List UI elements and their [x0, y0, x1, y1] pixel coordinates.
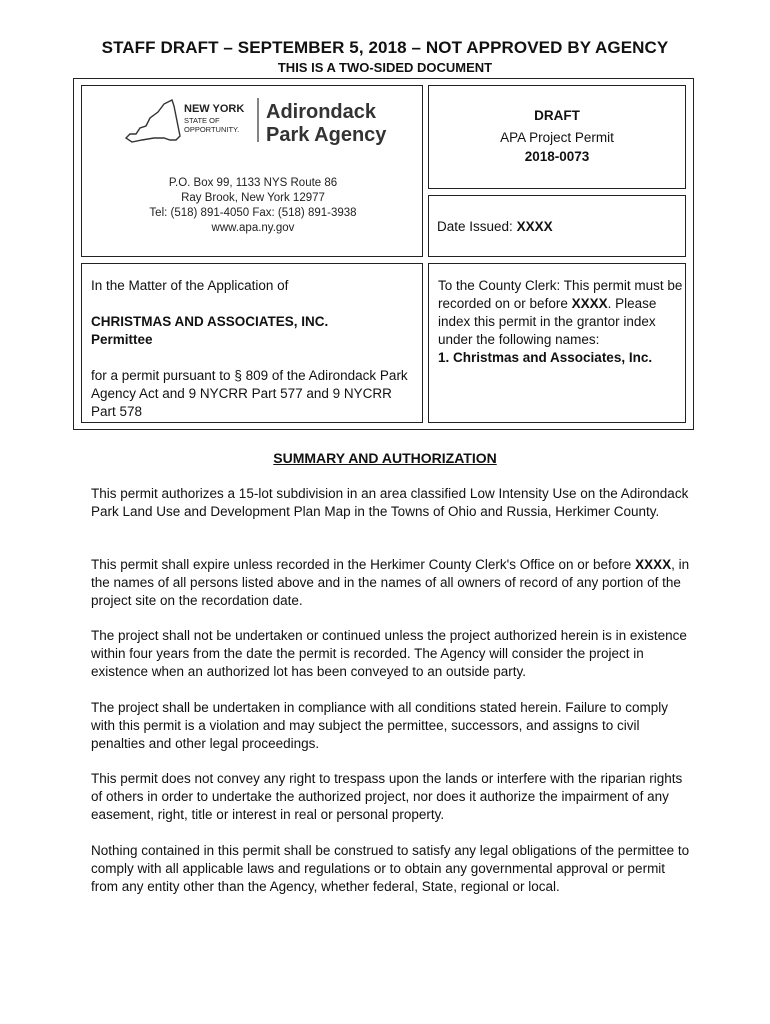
matter-intro: In the Matter of the Application of [91, 278, 289, 293]
matter-cell [81, 263, 423, 423]
address-line: Ray Brook, New York 12977 [181, 192, 325, 204]
ny-tagline-2: OPPORTUNITY. [184, 125, 240, 134]
date-issued-label: Date Issued: [437, 219, 513, 234]
date-issued-value: XXXX [516, 219, 553, 234]
expiration-text-a: This permit shall expire unless recorded in the Herkimer County Clerk's Office on or before [91, 557, 636, 572]
existence-paragraph: The project shall not be undertaken or continued unless the project authorized herein is in existence within four years from the date the permit is recorded. The Agency will consider the project in existence when an authorized lot has been conveyed to an outside party. [91, 628, 687, 679]
applicant-role: Permittee [91, 332, 153, 347]
agency-address [82, 176, 424, 236]
agency-name-2: Park Agency [266, 124, 387, 146]
county-clerk-cell [428, 263, 686, 423]
draft-banner: STAFF DRAFT – SEPTEMBER 5, 2018 – NOT APPROVED BY AGENCY [101, 38, 669, 57]
clerk-text-1: To the County Clerk: This permit must be recorded on or before [438, 278, 683, 311]
summary-paragraph: This permit authorizes a 15-lot subdivision in an area classified Low Intensity Use on the Adirondack Park Land Use and Development Plan Map in the Towns of Ohio and Russia, Herkimer County. [91, 486, 689, 519]
agency-website-link[interactable]: www.apa.ny.gov [211, 222, 295, 234]
ny-state-outline-icon [126, 100, 180, 142]
date-issued [437, 219, 553, 234]
compliance-paragraph: The project shall be undertaken in compliance with all conditions stated herein. Failure to comply with this permit is a violation and may subject the permittee, successors, and assigns to civil penalties and other legal proceedings. [91, 700, 669, 751]
clerk-record-date: XXXX [571, 296, 608, 311]
grantor-name: 1. Christmas and Associates, Inc. [438, 350, 653, 365]
expiration-paragraph [91, 556, 691, 610]
expiration-text-b: , in the names of all persons listed above and in the names of all owners of record of any portion of the project site on the recordation date. [91, 557, 690, 608]
expiration-date: XXXX [635, 557, 672, 572]
agency-name-1: Adirondack [266, 101, 377, 123]
legal-obligations-paragraph: Nothing contained in this permit shall be construed to satisfy any legal obligations of the permittee to comply with all applicable laws and regulations or to obtain any governmental approval or permit from any entity other than the Agency, whether federal, State, regional or local. [91, 843, 690, 894]
permit-id-cell [428, 85, 686, 189]
date-issued-cell [428, 195, 686, 257]
trespass-paragraph: This permit does not convey any right to trespass upon the lands or interfere with the riparian rights of others in order to undertake the authorized project, nor does it authorize the impairment of any easement, right, title or interest in real or personal property. [91, 771, 683, 822]
permit-number: 2018-0073 [524, 149, 590, 164]
ny-wordmark: NEW YORK [184, 103, 245, 115]
clerk-instructions [438, 277, 683, 367]
ny-tagline-1: STATE OF [184, 116, 220, 125]
permit-type: APA Project Permit [500, 130, 614, 145]
agency-info-cell [81, 85, 423, 257]
section-title: SUMMARY AND AUTHORIZATION [273, 450, 497, 466]
clerk-text-2: . Please index this permit in the grantor index under the following names: [438, 296, 657, 347]
applicant-name: CHRISTMAS AND ASSOCIATES, INC. [91, 314, 329, 329]
address-phone: Tel: (518) 891-4050 Fax: (518) 891-3938 [149, 207, 357, 219]
draft-label: DRAFT [534, 108, 580, 123]
statutory-basis: for a permit pursuant to § 809 of the Adirondack Park Agency Act and 9 NYCRR Part 577 and 9 NYCRR Part 578 [91, 368, 408, 419]
two-sided-notice: THIS IS A TWO-SIDED DOCUMENT [277, 60, 493, 75]
address-line: P.O. Box 99, 1133 NYS Route 86 [168, 177, 338, 189]
agency-logo [120, 94, 390, 152]
